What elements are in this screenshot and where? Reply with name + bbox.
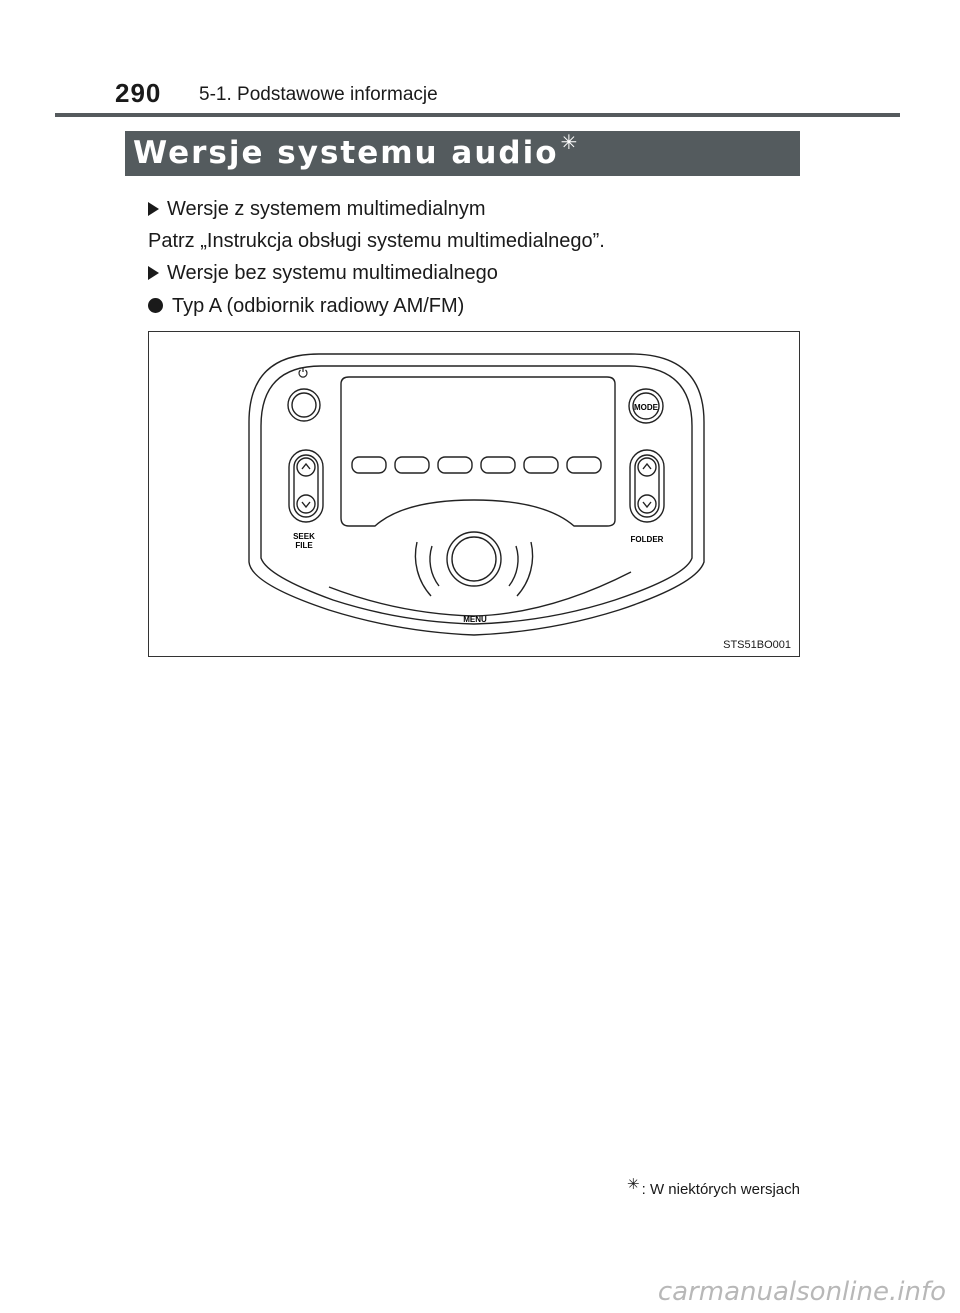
mode-label: MODE bbox=[634, 403, 658, 412]
item-multimedia: Wersje z systemem multimedialnym bbox=[167, 198, 486, 220]
preset-button-1 bbox=[352, 457, 386, 473]
triangle-bullet-icon bbox=[148, 202, 159, 216]
item-no-multimedia: Wersje bez systemu multimedialnego bbox=[167, 262, 498, 284]
figure-code: STS51BO001 bbox=[723, 639, 791, 651]
triangle-bullet-icon bbox=[148, 266, 159, 280]
preset-button-4 bbox=[481, 457, 515, 473]
item-type-a: Typ A (odbiornik radiowy AM/FM) bbox=[172, 295, 465, 317]
circle-bullet-icon bbox=[148, 298, 163, 313]
menu-knob bbox=[329, 532, 631, 616]
folder-down-arrow-icon bbox=[643, 502, 651, 507]
title-asterisk-icon: ✳ bbox=[560, 132, 578, 154]
page-number: 290 bbox=[115, 78, 162, 108]
seek-rocker bbox=[289, 450, 323, 522]
section-label: 5-1. Podstawowe informacje bbox=[199, 84, 438, 105]
audio-figure bbox=[148, 331, 800, 657]
preset-button-2 bbox=[395, 457, 429, 473]
page-title: Wersje systemu audio bbox=[133, 135, 559, 171]
power-knob bbox=[288, 389, 320, 421]
seek-label: SEEK bbox=[293, 532, 315, 541]
menu-label: MENU bbox=[463, 615, 487, 624]
seek-down-arrow-icon bbox=[302, 502, 310, 507]
list-item bbox=[148, 262, 498, 285]
folder-up-arrow-icon bbox=[643, 464, 651, 469]
folder-rocker bbox=[630, 450, 664, 522]
seek-up-arrow-icon bbox=[302, 464, 310, 469]
audio-unit-illustration bbox=[149, 332, 799, 656]
sub-list-item bbox=[148, 295, 464, 318]
footnote-asterisk-icon: ✳ bbox=[627, 1176, 640, 1193]
file-label: FILE bbox=[295, 541, 313, 550]
footnote-text: : W niektórych wersjach bbox=[641, 1181, 800, 1198]
header-rule bbox=[55, 113, 900, 117]
footnote bbox=[627, 1176, 800, 1198]
preset-button-6 bbox=[567, 457, 601, 473]
preset-button-5 bbox=[524, 457, 558, 473]
preset-buttons bbox=[352, 457, 601, 473]
display-panel bbox=[341, 377, 615, 526]
preset-button-3 bbox=[438, 457, 472, 473]
watermark: carmanualsonline.info bbox=[657, 1277, 946, 1307]
folder-label: FOLDER bbox=[630, 535, 664, 544]
note-text: Patrz „Instrukcja obsługi systemu multimedialnego”. bbox=[148, 230, 605, 252]
list-item bbox=[148, 198, 486, 221]
title-bar bbox=[125, 131, 800, 176]
